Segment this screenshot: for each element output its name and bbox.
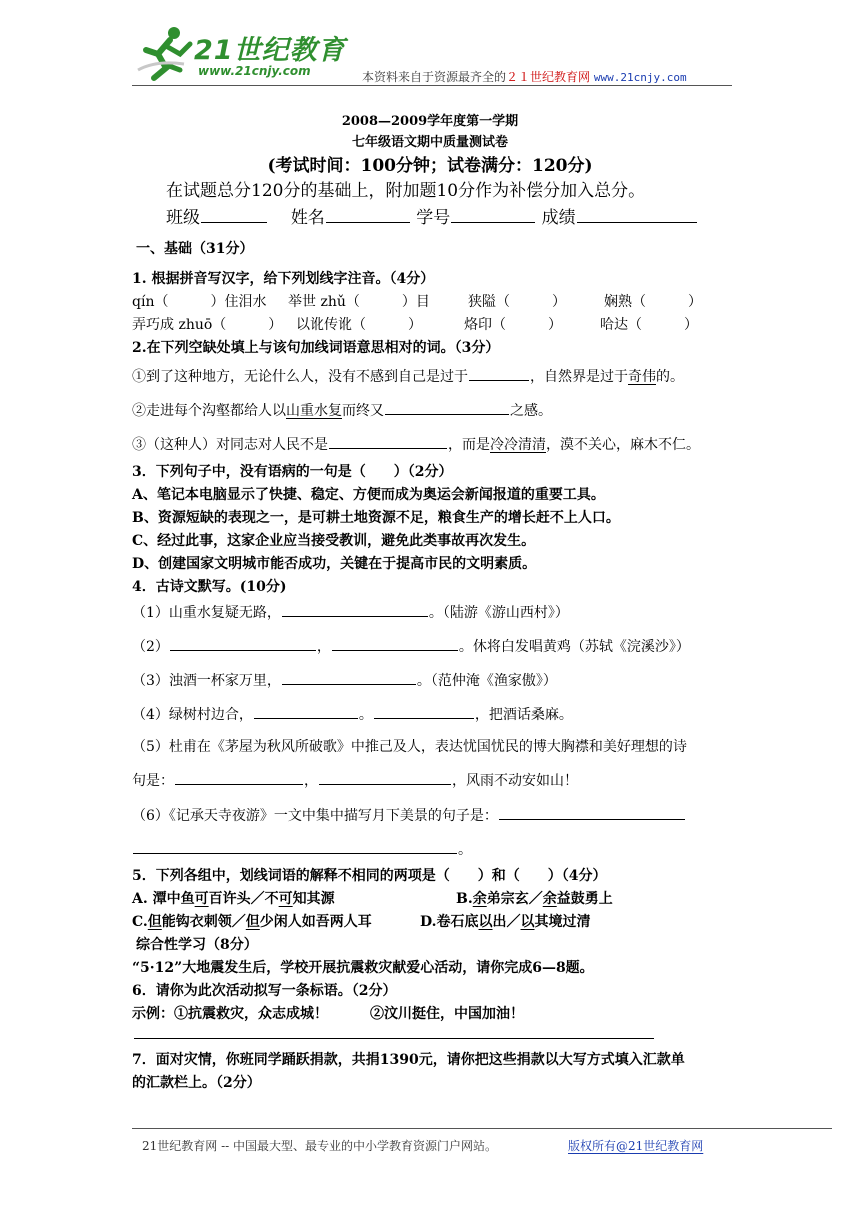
q2-underlined-word: 山重水复 bbox=[286, 403, 342, 419]
q7-stem: 7．面对灾情，你班同学踊跃捐款，共捐1390元，请你把这些捐款以大写方式填入汇款单 bbox=[132, 1052, 685, 1068]
q4-blank[interactable] bbox=[282, 668, 416, 685]
score-field[interactable] bbox=[577, 206, 697, 223]
q2-blank-1[interactable] bbox=[469, 364, 529, 381]
q1-stem: 1. 根据拼音写汉字，给下列划线字注音。（4分） bbox=[132, 271, 435, 287]
q4-item-6: （6）《记承天寺夜游》一文中集中描写月下美景的句子是： bbox=[132, 803, 686, 825]
q1-item: 娴熟（ ） bbox=[604, 294, 702, 310]
q2-blank-3[interactable] bbox=[329, 432, 447, 449]
q2-blank-2[interactable] bbox=[385, 398, 509, 415]
logo-brand-text: 21世纪教育 bbox=[194, 35, 346, 66]
q4-blank[interactable] bbox=[374, 702, 474, 719]
site-logo[interactable] bbox=[136, 24, 346, 84]
source-url-link[interactable]: www.21cnjy.com bbox=[593, 71, 687, 84]
q5-option-b: B.余弟宗玄／余益鼓勇上 bbox=[456, 891, 613, 907]
q4-item-2: （2） ， 。休将白发唱黄鸡（苏轼《浣溪沙》） bbox=[132, 634, 690, 656]
q2-sentence-3: ③（这种人）对同志对人民不是 ，而是冷冷清清，漠不关心，麻木不仁。 bbox=[132, 432, 700, 454]
score-label: 成绩 bbox=[541, 208, 576, 228]
q4-blank[interactable] bbox=[133, 837, 457, 854]
q2-underlined-word: 奇伟 bbox=[628, 369, 656, 385]
class-field[interactable] bbox=[201, 206, 267, 223]
q6-stem: 6．请你为此次活动拟写一条标语。（2分） bbox=[132, 983, 397, 999]
earthquake-intro: “5·12”大地震发生后，学校开展抗震救灾献爱心活动，请你完成6—8题。 bbox=[132, 960, 594, 976]
q5-stem: 5．下列各组中，划线词语的解释不相同的两项是（ ）和（ ）（4分） bbox=[132, 868, 607, 884]
source-note bbox=[362, 68, 687, 85]
q4-item-1: （1）山重水复疑无路， 。（陆游《游山西村》） bbox=[132, 600, 569, 622]
q3-option-b: B、资源短缺的表现之一，是可耕土地资源不足，粮食生产的增长赶不上人口。 bbox=[132, 510, 620, 526]
student-info-row bbox=[166, 203, 698, 228]
footer-left: 21世纪教育网 -- 中国最大型、最专业的中小学教育资源门户网站。 bbox=[142, 1139, 498, 1153]
source-prefix: 本资料来自于资源最齐全的 bbox=[362, 70, 507, 84]
q4-item-5-line2: 句是： ， ，风雨不动安如山！ bbox=[132, 768, 578, 790]
class-label: 班级 bbox=[166, 208, 200, 228]
exam-title: 七年级语文期中质量测试卷 bbox=[351, 135, 508, 150]
q1-item: qín（ ）住泪水 bbox=[132, 294, 267, 310]
header-rule bbox=[132, 85, 732, 86]
q4-stem: 4．古诗文默写。(10分) bbox=[132, 579, 287, 595]
q4-item-5: （5）杜甫在《茅屋为秋风所破歌》中推己及人，表达忧国忧民的博大胸襟和美好理想的诗 bbox=[132, 739, 687, 755]
q3-option-a: A、笔记本电脑显示了快捷、稳定、方便而成为奥运会新闻报道的重要工具。 bbox=[132, 487, 605, 503]
q6-example: 示例：①抗震救灾，众志成城！ ②汶川挺住，中国加油！ bbox=[132, 1006, 524, 1022]
q5-option-a: A. 潭中鱼可百许头／不可知其源 bbox=[132, 891, 335, 907]
q4-item-6-line2: 。 bbox=[132, 837, 472, 859]
q2-sentence-1: ①到了这种地方，无论什么人，没有不感到自己是过于 ，自然界是过于奇伟的。 bbox=[132, 364, 684, 386]
q4-blank[interactable] bbox=[282, 600, 428, 617]
q2-sentence-2: ②走进每个沟壑都给人以山重水复而终又 之感。 bbox=[132, 398, 552, 420]
q1-item: 弄巧成 zhuō（ ） bbox=[132, 317, 283, 333]
footer-copyright-link[interactable]: 版权所有@21世纪教育网 bbox=[568, 1139, 704, 1153]
q5-option-c: C.但能钩衣刺领／但少闲人如吾两人耳 bbox=[132, 914, 372, 930]
q1-item: 哈达（ ） bbox=[600, 317, 698, 333]
bonus-note: 在试题总分120分的基础上，附加题10分作为补偿分加入总分。 bbox=[166, 181, 646, 201]
q4-blank[interactable] bbox=[499, 803, 685, 820]
q3-option-c: C、经过此事，这家企业应当接受教训，避免此类事故再次发生。 bbox=[132, 533, 536, 549]
q3-option-d: D、创建国家文明城市能否成功，关键在于提高市民的文明素质。 bbox=[132, 556, 537, 572]
q6-answer-line[interactable] bbox=[134, 1038, 654, 1039]
q4-blank[interactable] bbox=[319, 768, 451, 785]
id-field[interactable] bbox=[451, 206, 535, 223]
logo-url-text: www.21cnjy.com bbox=[198, 64, 311, 78]
q1-item: 烙印（ ） bbox=[464, 317, 562, 333]
name-field[interactable] bbox=[326, 206, 410, 223]
q7-stem-line2: 的汇款栏上。（2分） bbox=[132, 1075, 261, 1091]
name-label: 姓名 bbox=[290, 208, 325, 228]
q5-option-d: D.卷石底以出／以其境过清 bbox=[420, 914, 591, 930]
q4-blank[interactable] bbox=[332, 634, 458, 651]
footer-rule bbox=[132, 1128, 832, 1129]
id-label: 学号 bbox=[416, 208, 451, 228]
runner-logo-icon bbox=[136, 24, 196, 82]
q4-blank[interactable] bbox=[170, 634, 316, 651]
q4-blank[interactable] bbox=[175, 768, 303, 785]
q2-underlined-word: 冷冷清清 bbox=[490, 437, 546, 453]
source-site-link[interactable]: ２１世纪教育网 bbox=[506, 70, 591, 84]
q4-item-4: （4）绿树村边合， 。 ，把酒话桑麻。 bbox=[132, 702, 573, 724]
section-basics-heading: 一、基础（31分） bbox=[136, 241, 254, 257]
q4-item-3: （3）浊酒一杯家万里， 。（范仲淹《渔家傲》） bbox=[132, 668, 557, 690]
exam-year: 2008—2009学年度第一学期 bbox=[341, 114, 519, 129]
exam-time-score: (考试时间：100分钟；试卷满分：120分) bbox=[267, 156, 593, 176]
q4-blank[interactable] bbox=[254, 702, 358, 719]
section-comprehensive-heading: 综合性学习（8分） bbox=[136, 937, 258, 953]
q2-stem: 2.在下列空缺处填上与该句加线词语意思相对的词。（3分） bbox=[132, 340, 500, 356]
q1-item: 以讹传讹（ ） bbox=[296, 317, 422, 333]
q3-stem: 3．下列句子中，没有语病的一句是（ ）（2分） bbox=[132, 464, 453, 480]
q1-item: 狭隘（ ） bbox=[468, 294, 566, 310]
q1-item: 举世 zhǔ（ ）目 bbox=[288, 294, 430, 310]
